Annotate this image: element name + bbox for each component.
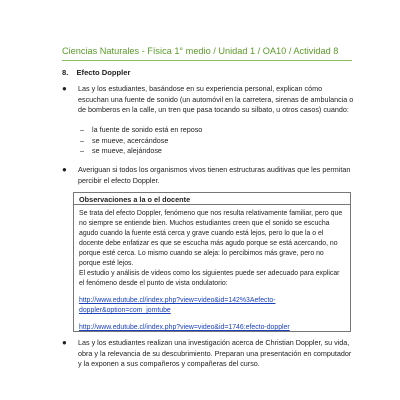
sub-item-2: – se mueve, acercándose (80, 135, 169, 145)
bullet-icon: ● (62, 165, 67, 174)
sub-item-3: – se mueve, alejándose (80, 146, 162, 155)
video-link-2[interactable]: http://www.edutube.cl/index.php?view=video&id=1746:efecto-doppler (79, 324, 290, 331)
dash-icon: – (80, 135, 84, 145)
bullet-text: Las y los estudiantes, basándose en su experiencia personal, explican cómo escuchan una fuente de sonido (un automóvil en la carretera, sirenas de ambulancia o de bomberos en la calle, un tren que pasa tocando su silbato, u otros casos) cuando: (78, 84, 354, 114)
bullet-icon: ● (62, 84, 67, 93)
observations-title: Observaciones a la o el docente (74, 193, 350, 205)
sub-item-1: – la fuente de sonido está en reposo (80, 125, 203, 134)
bullet-text: Las y los estudiantes realizan una investigación acerca de Christian Doppler, su vida, obra y la relevancia de su descubrimiento. Preparan una presentación en computador y la exponen a sus compañeros y compañeras del curso. (78, 338, 352, 368)
page-header: Ciencias Naturales - Física 1° medio / Unidad 1 / OA10 / Actividad 8 (62, 46, 339, 56)
observations-paragraph-1: Se trata del efecto Doppler, fenómeno que nos resulta relativamente familiar, pero que no siempre se entiende bien. Muchos estudiantes creen que el sonido se escucha agudo cuando la fuente está cerca y grave cuando está lejos, pero lo que la o el docente debe enfatizar es que se escucha más agudo porque se está acercando, no porque esté cerca. Lo mismo cuando se aleja: lo percibimos más grave, pero no porque esté lejos. (79, 210, 343, 267)
observations-box (73, 192, 351, 332)
observations-paragraph-2: El estudio y análisis de videos como los siguientes puede ser adecuado para explicar el fenómeno desde el punto de vista ondulatorio: (79, 270, 340, 287)
spacer (79, 289, 344, 296)
dash-icon: – (80, 146, 84, 155)
bullet-item-2 (62, 165, 354, 186)
bullet-text: Averiguan si todos los organismos vivos tienen estructuras auditivas que les permitan percibir el efecto Doppler. (78, 165, 351, 185)
section-title (62, 68, 130, 77)
video-link-1[interactable]: http://www.edutube.cl/index.php?view=video&id=142%3Aefecto-doppler&option=com_jomtube (79, 297, 276, 314)
bullet-item-3 (62, 338, 354, 370)
spacer (79, 316, 344, 323)
bullet-icon: ● (62, 338, 67, 347)
bullet-item-1 (62, 84, 354, 116)
section-name: Efecto Doppler (76, 68, 131, 77)
section-number: 8. (62, 68, 69, 77)
dash-icon: – (80, 125, 84, 134)
observations-body (74, 205, 350, 333)
header-rule (62, 60, 352, 61)
sub-list (80, 125, 202, 157)
